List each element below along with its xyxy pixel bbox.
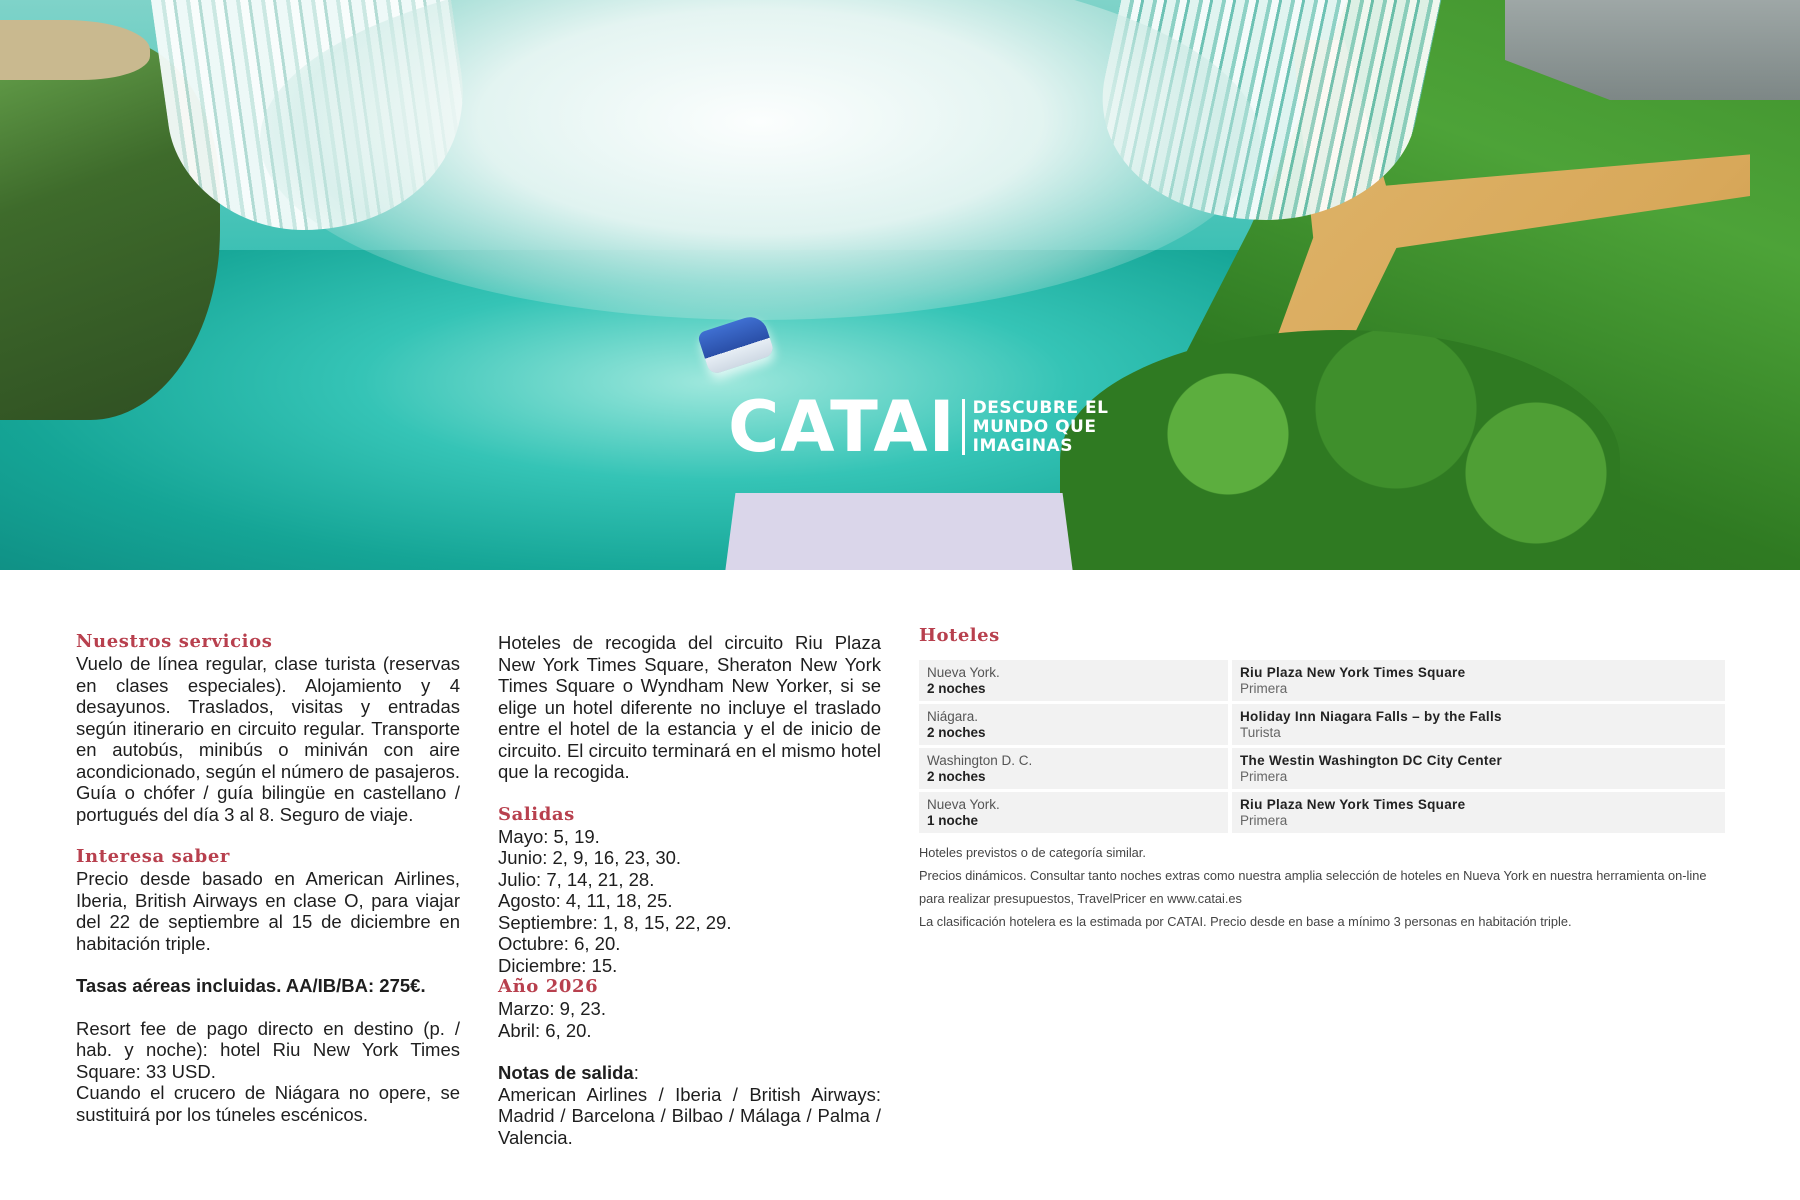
notas-label-line (498, 1062, 881, 1084)
notas-colon: : (633, 1062, 639, 1083)
hotel-nights: 1 noche (927, 812, 979, 828)
tagline-line: MUNDO QUE (972, 416, 1097, 437)
salida-line: Julio: 7, 14, 21, 28. (498, 868, 655, 890)
hotel-name: Riu Plaza New York Times Square (1240, 665, 1466, 680)
heading-hoteles: Hoteles (919, 625, 1000, 646)
hotel-category: Primera (1240, 812, 1288, 828)
interesa-text: Precio desde basado en American Airlines, Iberia, British Airways en clase O, para viajar del 22 de septiembre al 15 de diciembre en habitación triple. (76, 868, 460, 954)
column-services (76, 631, 460, 1125)
page-tab (725, 493, 1073, 570)
hotel-nights: 2 noches (927, 680, 986, 696)
tagline-line: IMAGINAS (972, 435, 1073, 456)
hotel-location-cell (919, 704, 1228, 745)
hotel-row (919, 704, 1725, 745)
notas-label: Notas de salida (498, 1062, 634, 1083)
salida-line: Septiembre: 1, 8, 15, 22, 29. (498, 911, 732, 933)
salida-line: Octubre: 6, 20. (498, 933, 621, 954)
notas-text: American Airlines / Iberia / British Airways: Madrid / Barcelona / Bilbao / Málaga / Palma / Valencia. (498, 1083, 881, 1148)
hotel-name-cell (1232, 704, 1725, 745)
hotel-name-cell (1232, 792, 1725, 833)
servicios-text: Vuelo de línea regular, clase turista (reservas en clases especiales). Alojamiento y 4 desayunos. Traslados, visitas y entradas según itinerario en circuito regular. Transporte en autobús, minibús o miniván con aire acondicionado, según el número de pasajeros. Guía o chófer / guía bilingüe en castellano / portugués del día 3 al 8. Seguro de viaje. (76, 653, 460, 825)
salida-line: Agosto: 4, 11, 18, 25. (498, 890, 673, 911)
hotel-city: Niágara. (927, 709, 979, 724)
hotel-notes (919, 841, 1725, 933)
hotel-category: Primera (1240, 680, 1288, 696)
heading-salidas: Salidas (498, 803, 575, 825)
hotel-location-cell (919, 792, 1228, 833)
salida-line: Diciembre: 15. (498, 954, 618, 976)
heading-servicios: Nuestros servicios (76, 631, 273, 652)
salida-line: Abril: 6, 20. (498, 1019, 592, 1041)
heading-interesa-saber: Interesa saber (76, 846, 230, 867)
logo-tagline (973, 399, 1109, 456)
hotel-row (919, 660, 1725, 701)
hotel-name: Riu Plaza New York Times Square (1240, 797, 1466, 812)
hotel-note: Precios dinámicos. Consultar tanto noches extras como nuestra amplia selección de hoteles en Nueva York en nuestra herramienta on-line para realizar presupuestos, TravelPricer en www.catai.es (919, 868, 1707, 906)
hotel-city: Washington D. C. (927, 753, 1033, 768)
column-departures (498, 632, 881, 1148)
resort-fee-text: Resort fee de pago directo en destino (p. / hab. y noche): hotel Riu New York Times Square: 33 USD. (76, 1017, 460, 1082)
tagline-line: DESCUBRE EL (972, 397, 1109, 418)
hotel-nights: 2 noches (927, 768, 986, 784)
hotel-note: Hoteles previstos o de categoría similar. (919, 845, 1146, 860)
hotel-name: The Westin Washington DC City Center (1240, 753, 1503, 768)
hotel-category: Turista (1240, 724, 1281, 740)
hotel-location-cell (919, 660, 1228, 701)
hotel-location-cell (919, 748, 1228, 789)
salida-line: Marzo: 9, 23. (498, 998, 606, 1019)
hotel-city: Nueva York. (927, 665, 1000, 680)
salida-line: Mayo: 5, 19. (498, 825, 600, 847)
crucero-text: Cuando el crucero de Niágara no opere, se sustituirá por los túneles escénicos. (76, 1082, 460, 1125)
hotel-row (919, 748, 1725, 789)
hotel-name-cell (1232, 660, 1725, 701)
catai-logo (728, 386, 1109, 468)
heading-ano-2026: Año 2026 (498, 976, 599, 997)
observation-point (0, 20, 150, 80)
logo-divider (962, 399, 965, 455)
recogida-text: Hoteles de recogida del circuito Riu Plaza New York Times Square, Sheraton New York Times Square o Wyndham New Yorker, si se elige un hotel diferente no incluye el traslado entre el hotel de la estancia y el de inicio de circuito. El circuito terminará en el mismo hotel que la recogida. (498, 632, 881, 782)
hotel-nights: 2 noches (927, 724, 986, 740)
hotel-name-cell (1232, 748, 1725, 789)
hotel-name: Holiday Inn Niagara Falls – by the Falls (1240, 709, 1502, 724)
hotel-row (919, 792, 1725, 833)
hotels-section (919, 624, 1725, 933)
hero-photo-niagara-falls (0, 0, 1800, 570)
hotel-city: Nueva York. (927, 797, 1000, 812)
logo-wordmark: CATAI (728, 386, 956, 468)
hotel-category: Primera (1240, 768, 1288, 784)
tasas-text: Tasas aéreas incluidas. AA/IB/BA: 275€. (76, 975, 426, 996)
hotel-note: La clasificación hotelera es la estimada por CATAI. Precio desde en base a mínimo 3 personas en habitación triple. (919, 914, 1572, 929)
salida-line: Junio: 2, 9, 16, 23, 30. (498, 847, 682, 868)
